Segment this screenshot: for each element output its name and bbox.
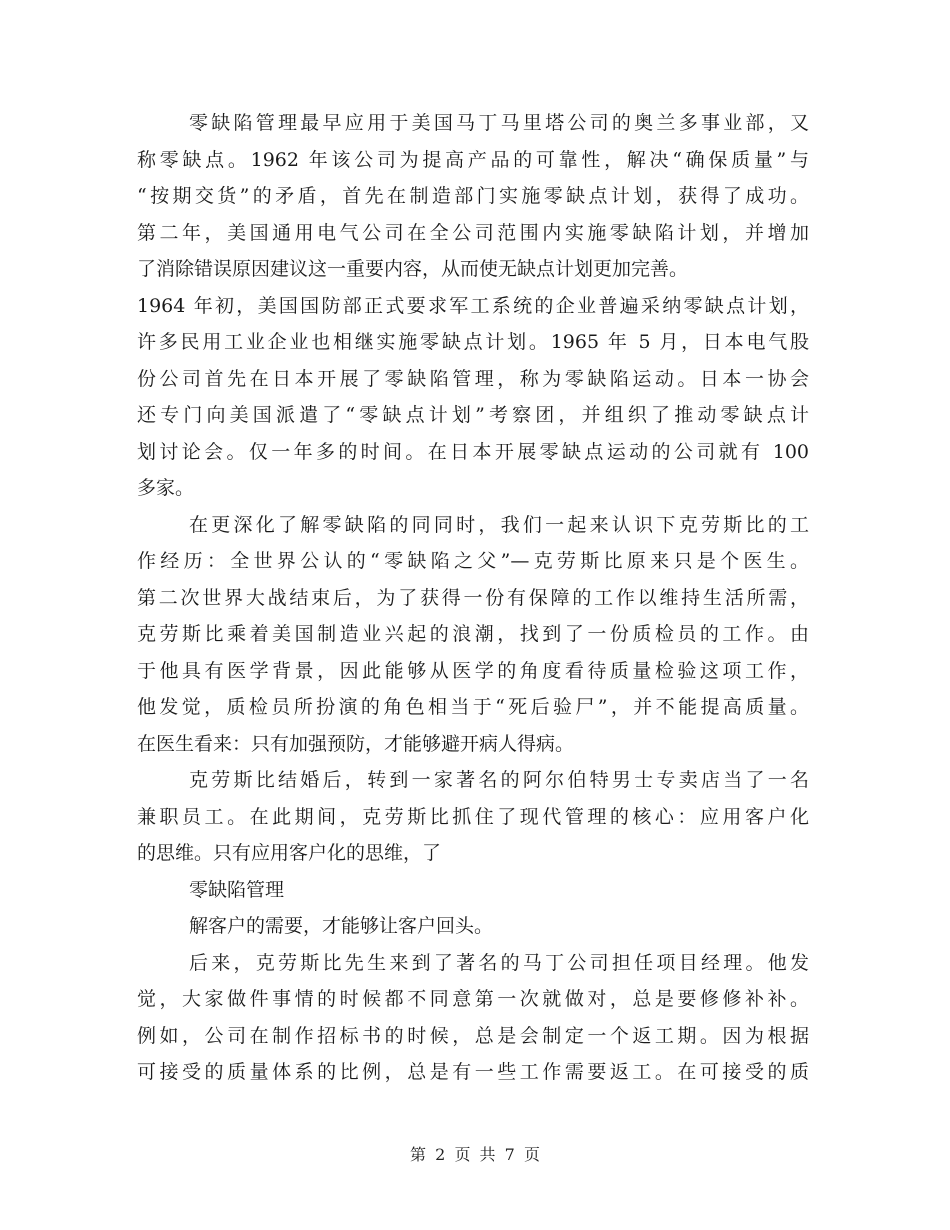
footer-prefix: 第 <box>410 1145 427 1164</box>
text-line: 后来，克劳斯比先生来到了著名的马丁公司担任项目经理。他发 <box>189 951 809 974</box>
footer-page-word: 页 <box>454 1145 471 1164</box>
text-line: 解客户的需要，才能够让客户回头。 <box>189 915 494 937</box>
text-line: 1964 年初，美国国防部正式要求军工系统的企业普遍采纳零缺点计划， <box>137 294 809 317</box>
text-line: 例如，公司在制作招标书的时候，总是会制定一个返工期。因为根据 <box>137 1024 809 1047</box>
text-line: 第二次世界大战结束后，为了获得一份有保障的工作以维持生活所需， <box>137 586 809 609</box>
text-line: 称零缺点。1962 年该公司为提高产品的可靠性，解决“确保质量”与 <box>137 148 809 171</box>
text-line: “按期交货”的矛盾，首先在制造部门实施零缺点计划，获得了成功。 <box>137 185 809 207</box>
text-line: 的思维。只有应用客户化的思维，了 <box>137 842 442 864</box>
text-line: 他发觉，质检员所扮演的角色相当于“死后验尸”，并不能提高质量。 <box>137 696 809 718</box>
text-line: 许多民用工业企业也相继实施零缺点计划。1965 年 5 月，日本电气股 <box>137 331 809 353</box>
text-line: 划讨论会。仅一年多的时间。在日本开展零缺点运动的公司就有 100 <box>137 440 809 463</box>
text-line: 了消除错误原因建议这一重要内容，从而使无缺点计划更加完善。 <box>137 258 689 280</box>
text-line: 克劳斯比乘着美国制造业兴起的浪潮，找到了一份质检员的工作。由 <box>137 623 809 645</box>
text-line: 兼职员工。在此期间，克劳斯比抓住了现代管理的核心：应用客户化 <box>137 805 809 828</box>
text-line: 觉，大家做件事情的时候都不同意第一次就做对，总是要修修补补。 <box>137 988 809 1010</box>
footer-total-word: 共 <box>479 1145 496 1164</box>
footer-suffix: 页 <box>523 1145 540 1164</box>
footer-total-pages: 7 <box>504 1145 515 1164</box>
text-line: 克劳斯比结婚后，转到一家著名的阿尔伯特男士专卖店当了一名 <box>189 769 809 791</box>
text-line: 在医生看来：只有加强预防，才能够避开病人得病。 <box>137 732 575 755</box>
footer-current-page: 2 <box>435 1145 446 1164</box>
page-footer <box>0 1143 950 1167</box>
body-text <box>137 105 809 1091</box>
text-line: 还专门向美国派遣了“零缺点计划”考察团，并组织了推动零缺点计 <box>137 404 809 426</box>
text-line: 多家。 <box>137 477 195 499</box>
text-line: 在更深化了解零缺陷的同同时，我们一起来认识下克劳斯比的工 <box>189 513 809 536</box>
text-line: 可接受的质量体系的比例，总是有一些工作需要返工。在可接受的质 <box>137 1061 809 1083</box>
text-line: 作经历：全世界公认的“零缺陷之父”—克劳斯比原来只是个医生。 <box>137 550 809 572</box>
text-line: 零缺陷管理 <box>189 878 285 901</box>
text-line: 零缺陷管理最早应用于美国马丁马里塔公司的奥兰多事业部，又 <box>189 112 809 134</box>
text-line: 第二年，美国通用电气公司在全公司范围内实施零缺陷计划，并增加 <box>137 221 809 244</box>
text-line: 份公司首先在日本开展了零缺陷管理，称为零缺陷运动。日本一协会 <box>137 367 809 390</box>
text-line: 于他具有医学背景，因此能够从医学的角度看待质量检验这项工作， <box>137 659 809 682</box>
